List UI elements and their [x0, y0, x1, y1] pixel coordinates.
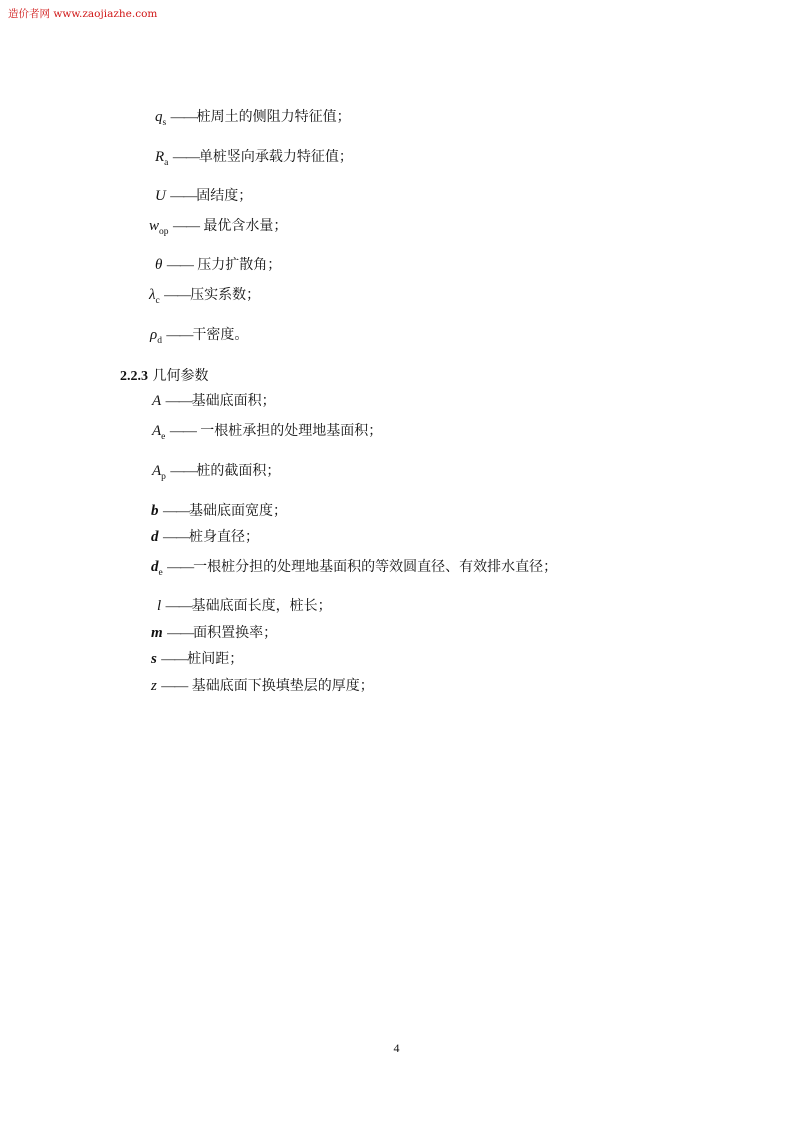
dash: —— [169, 424, 196, 439]
symbol-description: 面积置换率； [193, 625, 278, 641]
symbol-row [152, 462, 280, 486]
dash: —— [167, 626, 194, 641]
section-number: 2.2.3 [120, 369, 148, 384]
symbol-description: 基础底面积； [191, 393, 276, 409]
symbol-row [151, 502, 287, 526]
symbol-subscript: s [162, 118, 167, 128]
symbol: s [151, 651, 157, 667]
symbol: A [152, 393, 162, 409]
dash: —— [164, 288, 191, 303]
symbol: b [151, 503, 159, 519]
dash: —— [166, 258, 193, 273]
symbol-description: 桩周土的侧阻力特征值； [196, 109, 351, 125]
symbol-row [150, 326, 248, 350]
symbol-subscript: e [161, 432, 166, 442]
symbol: m [151, 625, 163, 641]
symbol-row [155, 148, 353, 172]
symbol-row [151, 650, 243, 674]
symbol-subscript: e [158, 568, 163, 578]
symbol-description: 干密度。 [192, 327, 249, 343]
symbol-description: 基础底面宽度； [188, 503, 287, 519]
symbol: q [155, 109, 163, 125]
symbol-row [155, 187, 252, 211]
symbol-row [149, 286, 260, 310]
dash: —— [170, 189, 197, 204]
dash: —— [161, 679, 188, 694]
symbol-row [152, 422, 382, 446]
symbol-description: 桩的截面积； [196, 463, 281, 479]
section-heading [120, 365, 208, 385]
symbol: l [157, 598, 162, 614]
dash: —— [162, 530, 189, 545]
symbol-row [151, 624, 277, 648]
symbol-row [155, 108, 351, 132]
symbol-description: 基础底面长度，桩长； [191, 598, 332, 614]
symbol-description: 桩身直径； [188, 529, 259, 545]
symbol: R [155, 149, 165, 165]
symbol: z [151, 678, 157, 694]
dash: —— [172, 150, 199, 165]
symbol-description: 固结度； [196, 188, 253, 204]
section-title: 几何参数 [152, 368, 209, 384]
symbol-subscript: d [157, 336, 162, 346]
symbol-row [151, 558, 557, 582]
symbol: w [149, 218, 160, 234]
symbol: d [151, 529, 159, 545]
symbol-subscript: c [155, 296, 160, 306]
symbol-description: 基础底面下换填垫层的厚度； [187, 678, 374, 694]
symbol-row [155, 256, 281, 280]
symbol: θ [155, 257, 163, 273]
symbol: A [152, 423, 162, 439]
symbol: A [152, 463, 162, 479]
symbol-row [151, 677, 374, 701]
symbol-row [152, 392, 276, 416]
symbol-row [151, 528, 259, 552]
symbol: d [151, 559, 159, 575]
dash: —— [170, 110, 197, 125]
symbol: λ [149, 287, 156, 303]
dash: —— [162, 504, 189, 519]
symbol-description: 一根桩承担的处理地基面积； [195, 423, 383, 439]
dash: —— [165, 599, 192, 614]
symbol-description: 一根桩分担的处理地基面积的等效圆直径、有效排水直径； [193, 559, 558, 575]
page-number: 4 [393, 1041, 400, 1055]
dash: —— [166, 328, 193, 343]
dash: —— [165, 394, 192, 409]
symbol-description: 最优含水量； [198, 218, 288, 234]
dash: —— [170, 464, 197, 479]
symbol-description: 单桩竖向承载力特征值； [198, 149, 353, 165]
symbol: ρ [150, 327, 158, 343]
symbol-row [149, 217, 287, 241]
symbol: U [155, 188, 166, 204]
symbol-description: 压实系数； [190, 287, 261, 303]
symbol-subscript: a [164, 158, 169, 168]
symbol-description: 压力扩散角； [192, 257, 282, 273]
symbol-subscript: p [161, 472, 166, 482]
watermark-header: 造价者网 www.zaojiazhe.com [8, 8, 158, 20]
symbol-description: 桩间距； [187, 651, 244, 667]
dash: —— [161, 652, 188, 667]
dash: —— [167, 560, 194, 575]
symbol-subscript: op [159, 227, 169, 237]
symbol-row [157, 597, 332, 621]
dash: —— [172, 219, 199, 234]
